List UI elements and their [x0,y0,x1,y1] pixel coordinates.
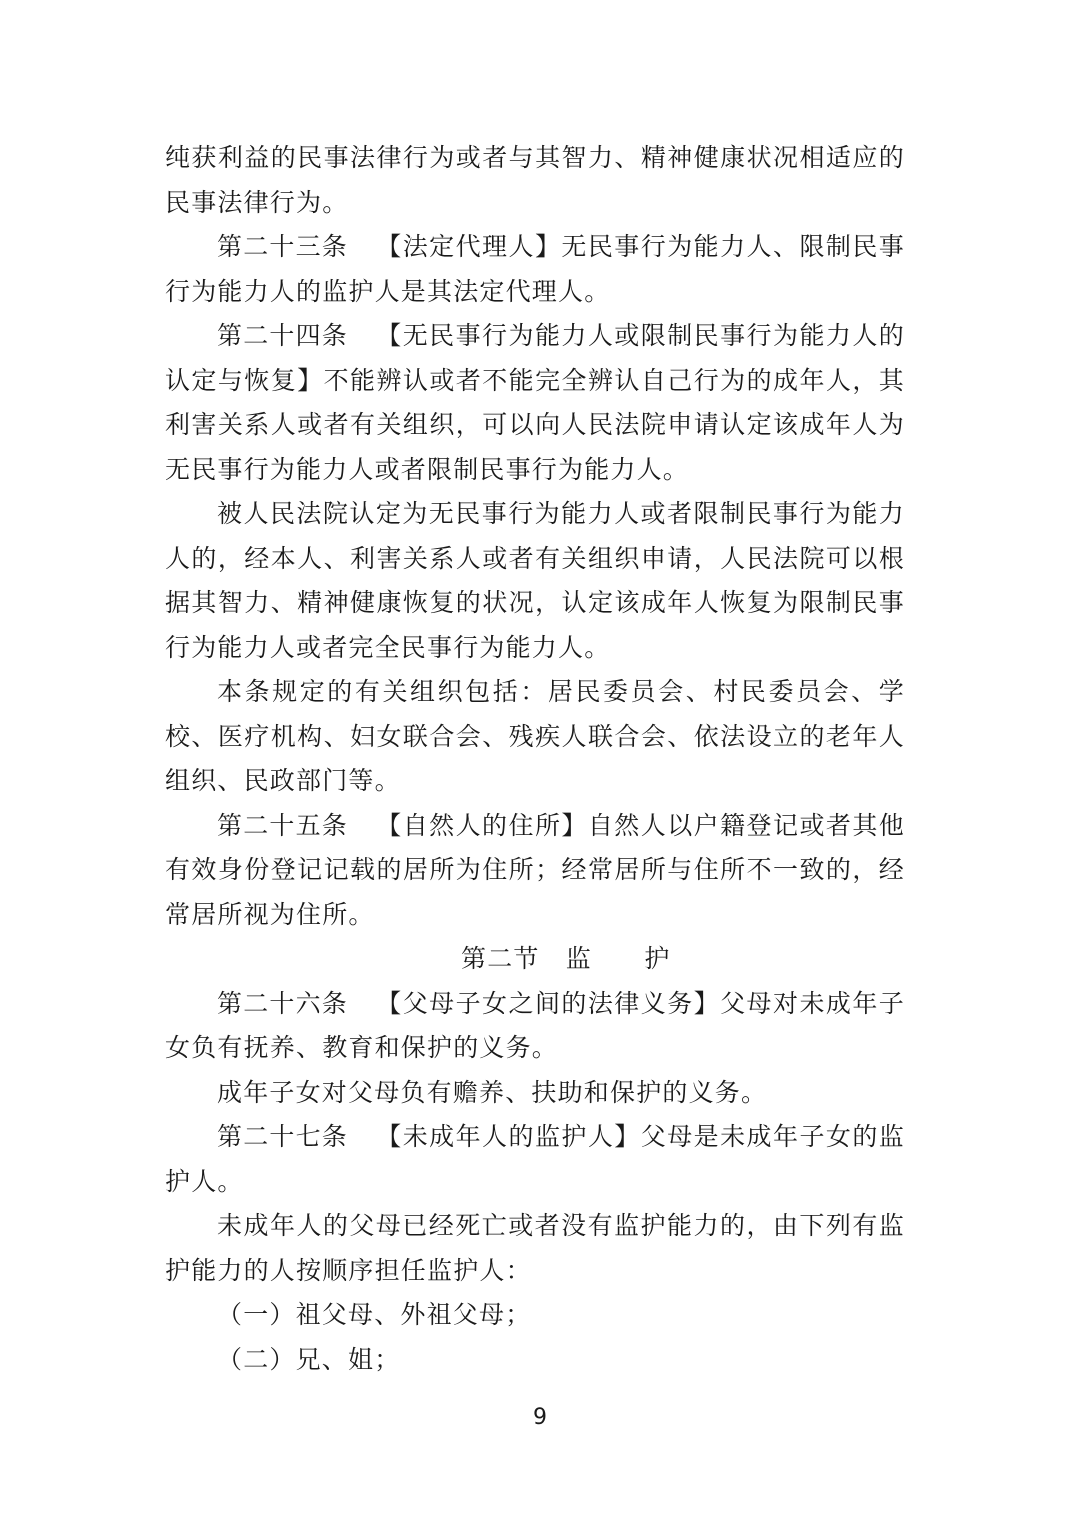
section-title: 第二节 监 护 [461,944,671,973]
paragraph-text: 成年子女对父母负有赡养、扶助和保护的义务。 [217,1077,768,1107]
article-number: 第二十三条 [217,232,349,261]
paragraph-text: 【未成年人的监护人】父母是未成年子女的监护人。 [165,1122,905,1196]
paragraph-text: 【父母子女之间的法律义务】父母对未成年子女负有抚养、教育和保护的义务。 [165,988,905,1062]
paragraph-text: 被人民法院认定为无民事行为能力人或者限制民事行为能力人的，经本人、利害关系人或者有关组织申请，人民法院可以根据其智力、精神健康恢复的状况，认定该成年人恢复为限制民事行为能力人或者完全民事行为能力人。 [165,499,905,662]
paragraph-text: 【法定代理人】无民事行为能力人、限制民事行为能力人的监护人是其法定代理人。 [165,232,905,306]
article-27 [165,1115,905,1204]
article-number: 第二十四条 [217,321,349,350]
paragraph-continuation [165,136,905,225]
article-23 [165,225,905,314]
article-25 [165,804,905,938]
paragraph-text: 本条规定的有关组织包括：居民委员会、村民委员会、学校、医疗机构、妇女联合会、残疾人联合会、依法设立的老年人组织、民政部门等。 [165,677,905,795]
page-number: 9 [533,1405,547,1430]
list-item [165,1338,905,1383]
list-item [165,1293,905,1338]
paragraph-text: 【自然人的住所】自然人以户籍登记或者其他有效身份登记记载的居所为住所；经常居所与住所不一致的，经常居所视为住所。 [165,810,905,929]
paragraph [165,1071,905,1116]
article-number: 第二十五条 [217,810,349,840]
paragraph-text: 【无民事行为能力人或限制民事行为能力人的认定与恢复】不能辨认或者不能完全辨认自己行为的成年人，其利害关系人或者有关组织，可以向人民法院申请认定该成年人为无民事行为能力人或者限制民事行为能力人。 [165,321,905,484]
list-item-text: （一）祖父母、外祖父母； [217,1300,532,1329]
paragraph-text: 未成年人的父母已经死亡或者没有监护能力的，由下列有监护能力的人按顺序担任监护人： [165,1211,905,1285]
paragraph [165,670,905,804]
article-number: 第二十七条 [217,1122,349,1151]
article-24 [165,314,905,492]
paragraph [165,1204,905,1293]
article-26 [165,982,905,1071]
paragraph-text: 纯获利益的民事法律行为或者与其智力、精神健康状况相适应的民事法律行为。 [165,143,905,217]
document-body [165,136,905,1382]
list-item-text: （二）兄、姐； [217,1344,401,1374]
paragraph [165,492,905,670]
article-number: 第二十六条 [217,988,349,1018]
